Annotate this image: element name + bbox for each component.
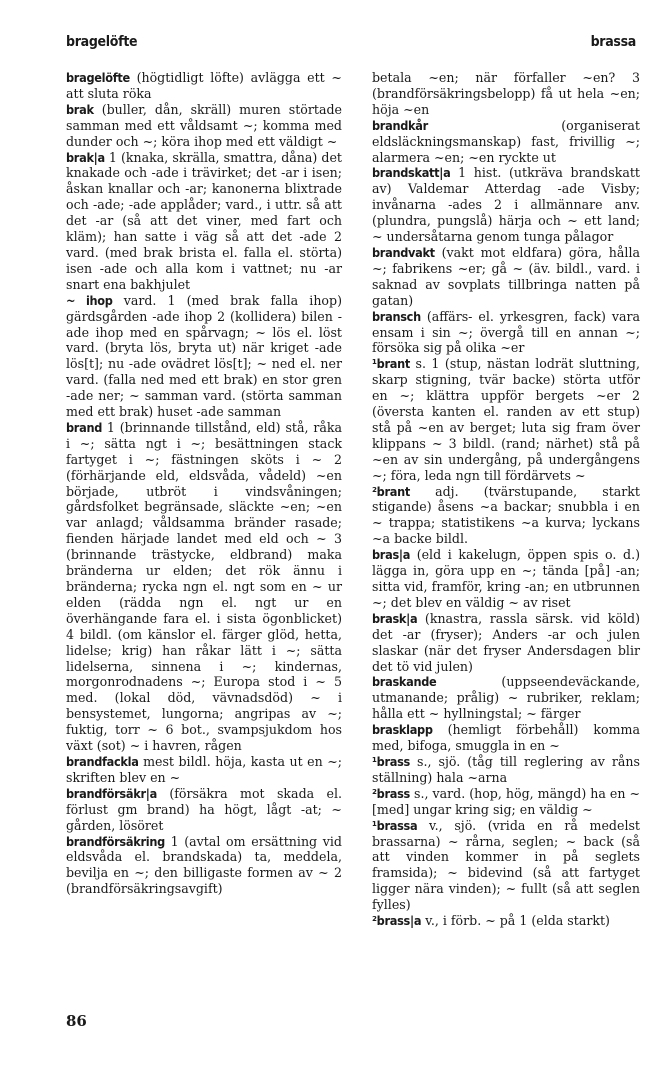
dictionary-entry — [372, 818, 640, 913]
entry-headword: braskande — [372, 674, 437, 690]
dictionary-entry — [66, 420, 342, 754]
dictionary-entry — [372, 611, 640, 675]
entry-definition: (hemligt förbehåll) komma med, bifoga, smuggla in en ~ — [372, 722, 640, 754]
dictionary-entry — [372, 309, 640, 357]
entry-headword: ¹brass — [372, 753, 410, 769]
dictionary-entry — [372, 484, 640, 548]
entry-headword: bragelöfte — [66, 70, 130, 85]
dictionary-entry — [372, 356, 640, 483]
entry-headword: ¹brassa — [372, 817, 418, 833]
left-column — [66, 70, 342, 897]
entry-headword: bras|a — [372, 547, 411, 563]
dictionary-entry — [66, 70, 342, 102]
dictionary-entry — [372, 547, 640, 611]
entry-definition: v., i förb. ~ på 1 (elda starkt) — [425, 913, 610, 929]
entry-headword: ¹brant — [372, 356, 410, 372]
entry-definition: s., sjö. (tåg till reglering av råns ställning) hala ~arna — [372, 753, 640, 785]
running-head-right: brassa — [590, 34, 636, 50]
entry-definition: (högtidligt löfte) avlägga ett ~ att sluta röka — [66, 70, 342, 101]
entry-headword: brandförsäkring — [66, 833, 165, 849]
right-column — [372, 70, 640, 929]
entry-definition: (eld i kakelugn, öppen spis o. d.) lägga in, göra upp en ~; tända [på] -an; sitta vid, framför, kring -an; en utbrunnen ~; det blev en väldig ~ av riset — [372, 547, 640, 610]
entry-definition: (affärs- el. yrkesgren, fack) vara ensam i sin ~; övergå till en annan ~; försöka sig på olika ~er — [372, 308, 640, 356]
running-head-left: bragelöfte — [66, 34, 138, 50]
entry-definition: s., vard. (hop, hög, mängd) ha en ~ [med] ungar kring sig; en väldig ~ — [372, 785, 640, 817]
dictionary-entry — [66, 293, 342, 420]
entry-definition: 1 (avtal om ersättning vid eldsvåda el. brandskada) ta, meddela, bevilja en ~; den billigaste formen av ~ 2 (brandförsäkringsavgift) — [66, 833, 342, 897]
entry-definition: betala ~en; när förfaller ~en? 3 (brandförsäkringsbelopp) få ut hela ~en; höja ~en — [372, 70, 640, 117]
entry-definition: 1 hist. (utkräva brandskatt av) Valdemar Atterdag -ade Visby; invånarna -ades 2 i allmännare anv. (plundra, pungslå) härja och ~ ett land; ~ undersåtarna genom tunga pålagor — [372, 165, 640, 245]
dictionary-entry — [372, 913, 640, 929]
entry-definition: s. 1 (stup, nästan lodrät sluttning, skarp stigning, tvär backe) störta utför en ~; klättra uppför bergets ~er 2 (översta kanten el. randen av ett stup) stå på ~en av berget; luta sig fram över klippans ~ 3 bildl. (rand; närhet) stå på ~en av sin undergång, på undergångens ~; föra, leda ngn till fördärvets ~ — [372, 356, 640, 483]
dictionary-entry — [372, 754, 640, 786]
entry-definition: vard. 1 (med brak falla ihop) gärdsgården -ade ihop 2 (kollidera) bilen -ade ihop med en spårvagn; ~ lös el. löst vard. (bryta lös, bryta ut) när kriget -ade lös[t]; nu -ade ovädret lös[t]; ~ ned el. ner vard. (falla ned med ett brak) en stor gren -ade ner; ~ samman vard. (störta samman med ett brak) huset -ade samman — [66, 292, 342, 420]
entry-definition: mest bildl. höja, kasta ut en ~; skriften blev en ~ — [66, 753, 342, 785]
dictionary-entry — [66, 834, 342, 898]
dictionary-entry — [372, 245, 640, 309]
dictionary-entry — [372, 786, 640, 818]
dictionary-entry — [66, 786, 342, 834]
entry-definition: adj. (tvärstupande, starkt stigande) åsens ~a backar; snubbla i en ~ trappa; statistikens ~a kurva; lyckans ~a backe bildl. — [372, 483, 640, 547]
entry-headword: brandvakt — [372, 244, 435, 260]
dictionary-entry — [372, 70, 640, 118]
entry-definition: (försäkra mot skada el. förlust gm brand) ha högt, lågt -at; ~ gården, lösöret — [66, 785, 342, 833]
page-number: 86 — [66, 1012, 87, 1030]
dictionary-entry — [372, 165, 640, 245]
dictionary-entry — [66, 150, 342, 293]
entry-headword: ²brant — [372, 483, 410, 499]
entry-headword: brandfackla — [66, 753, 139, 769]
entry-headword: ²brass|a — [372, 913, 422, 929]
entry-definition: v., sjö. (vrida en rå medelst brassarna) ~ rårna, seglen; ~ back (så att vinden kommer in på seglets framsida); ~ bidevind (så att fartyget ligger nära vinden); ~ fullt (så att seglen fylles) — [372, 817, 640, 913]
entry-definition: (knastra, rassla särsk. vid köld) det -ar (fryser); Anders -ar och julen slaskar (när det fryser Andersdagen blir det tö vid julen) — [372, 610, 640, 674]
entry-headword: brak|a — [66, 149, 105, 165]
entry-headword: ²brass — [372, 785, 410, 801]
entry-headword: bransch — [372, 308, 421, 324]
entry-definition: (vakt mot eldfara) göra, hålla ~; fabrikens ~er; gå ~ (äv. bildl., vard. i saknad av sovplats tillbringa natten på gatan) — [372, 244, 640, 308]
entry-definition: (uppseendeväckande, utmanande; prålig) ~ rubriker, reklam; hålla ett ~ hyllningstal; ~ färger — [372, 674, 640, 722]
dictionary-entry — [372, 722, 640, 754]
entry-headword: brandförsäkr|a — [66, 785, 157, 801]
entry-headword: brask|a — [372, 610, 418, 626]
entry-headword: brandkår — [372, 117, 428, 133]
entry-definition: (buller, dån, skräll) muren störtade samman med ett våldsamt ~; komma med dunder och ~; köra ihop med ett väldigt ~ — [66, 101, 342, 149]
running-head — [66, 34, 636, 54]
dictionary-entry — [66, 754, 342, 786]
entry-headword: brak — [66, 101, 94, 117]
entry-definition: 1 (brinnande tillstånd, eld) stå, råka i ~; sätta ngt i ~; besättningen stack fartyget i ~; fästningen sköts i ~ 2 (förhärjande eld, eldsvåda, vådeld) ~en började, utbröt i vindsvåningen; gårdsfolket begränsade, släckte ~en; ~en var anlagd; våldsamma bränder rasade; fienden härjade landet med eld och ~ 3 (brinnande trästycke, eldbrand) maka bränderna ur elden; det rök ännu i bränderna; rycka ngn el. ngt som en ~ ur elden (rädda ngn el. ngt ur en överhängande fara el. i sista ögonblicket) 4 bildl. (om känslor el. färger glöd, hetta, lidelse; krig) han råkar lätt i ~; sätta lidelserna, sinnena i ~; kindernas, morgonrodnadens ~; Europa stod i ~ 5 med. (lokal död, vävnadsdöd) ~ i bensystemet, lungorna; angripas av ~; fuktig, torr ~ 6 bot., svampsjukdom hos växt (sot) ~ i havren, rågen — [66, 419, 342, 754]
dictionary-entry — [372, 674, 640, 722]
dictionary-entry — [372, 118, 640, 166]
entry-definition: 1 (knaka, skrälla, smattra, dåna) det knakade och -ade i trävirket; det -ar i isen; åskan knallar och -ar; kanonerna blixtrade och -ade; -ade applåder; vard., i uttr. så att det -ar (så att det viner, med fart och kläm); han satte i väg så att det -ade 2 vard. (med brak brista el. falla el. störta) isen -ade och alla kom i vattnet; nu -ar snart ena bakhjulet — [66, 149, 342, 292]
entry-headword: ~ ihop — [66, 292, 113, 308]
dictionary-entry — [66, 102, 342, 150]
entry-headword: brasklapp — [372, 722, 433, 738]
entry-headword: brand — [66, 419, 103, 435]
entry-headword: brandskatt|a — [372, 165, 451, 181]
entry-definition: (organiserat eldsläckningsmanskap) fast, frivillig ~; alarmera ~en; ~en ryckte ut — [372, 117, 640, 165]
